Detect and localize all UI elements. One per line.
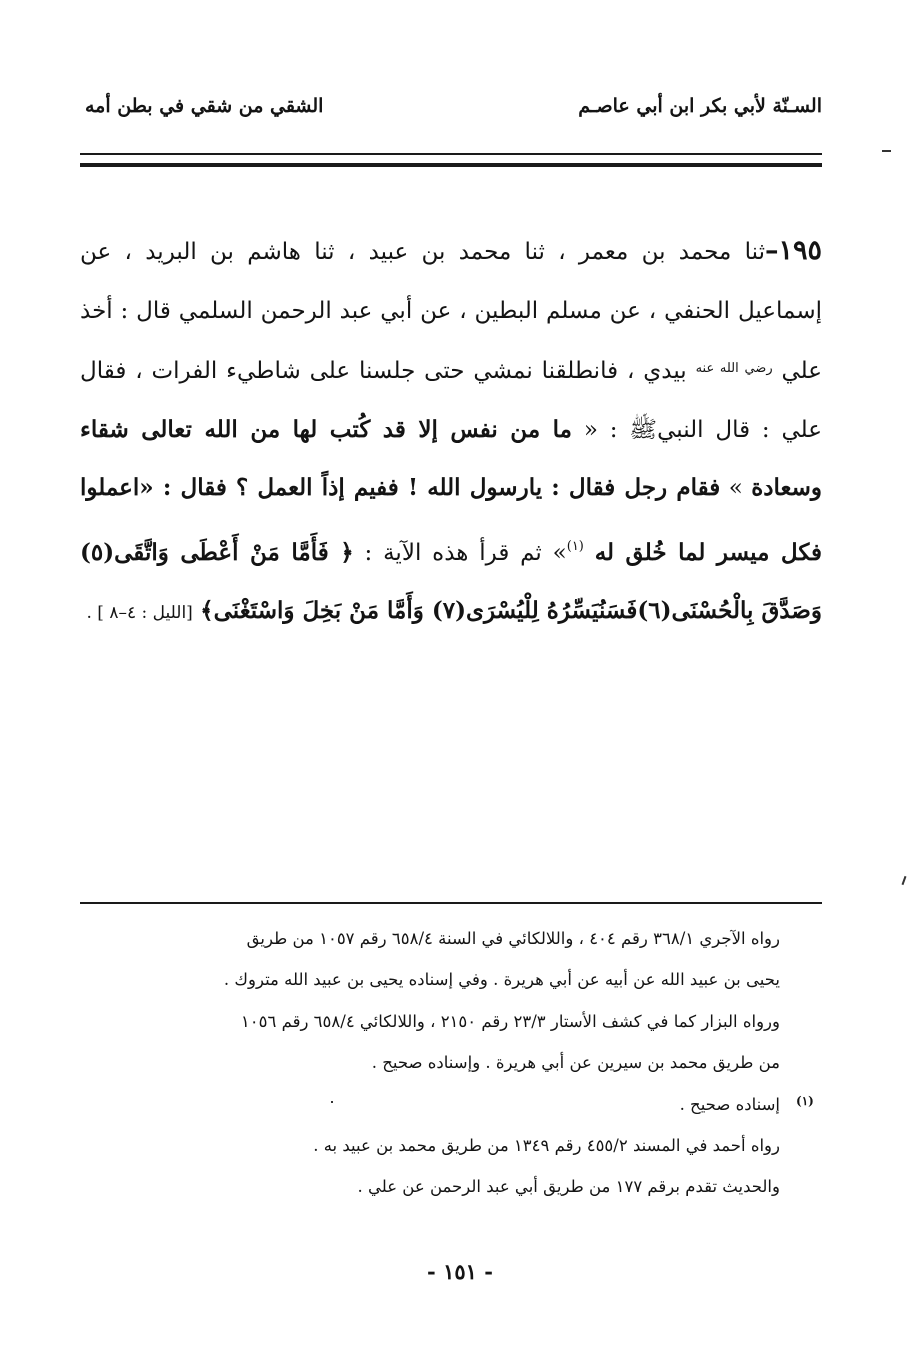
footnote-line: رواه أحمد في المسند ٤٥٥/٢ رقم ١٣٤٩ من طريق محمد بن عبيد به . — [313, 1136, 780, 1156]
hadith-narration-3: » — [728, 475, 743, 501]
footnotes — [80, 918, 780, 1208]
running-header — [85, 86, 822, 126]
hadith-narration-1: بيدي ، فانطلقنا نمشي حتى جلسنا على شاطيء الفرات ، فقال علي : قال النبي — [80, 358, 822, 443]
quran-verse: ﴿ فَأَمَّا مَنْ أَعْطَى وَاتَّقَى(٥) وَصَدَّقَ بِالْحُسْنَى(٦)فَسَنُيَسِّرُهُ لِلْيُسْرَى(٧) وَأَمَّا مَنْ بَخِلَ وَاسْتَغْنَى﴾ — [80, 538, 822, 624]
footnote-rule — [80, 902, 822, 904]
hadith-isnad: ثنا محمد بن معمر ، ثنا محمد بن عبيد ، ثنا هاشم بن البريد ، عن إسماعيل الحنفي ، عن مسلم البطين ، عن أبي عبد الرحمن السلمي قال : أخذ علي — [80, 239, 822, 384]
honorific-ali: رضي الله عنه — [695, 361, 773, 376]
footnote-line: من طريق محمد بن سيرين عن أبي هريرة . وإسناده صحيح . — [371, 1053, 780, 1073]
footnote-reference: (١) — [566, 538, 584, 554]
hadith-narration-4: » ثم قرأ هذه الآية : — [364, 539, 567, 566]
hadith-dash: – — [764, 235, 779, 266]
footnote-line: والحديث تقدم برقم ١٧٧ من طريق أبي عبد الرحمن عن علي . — [357, 1177, 780, 1197]
header-rule-thick — [80, 163, 822, 167]
hadith-text — [80, 222, 822, 643]
footnote-line: يحيى بن عبيد الله عن أبيه عن أبي هريرة . وفي إسناده يحيى بن عبيد الله متروك . — [223, 970, 780, 990]
header-rule-thin — [80, 153, 822, 155]
hadith-matn-1: ما من نفس إلا قد كُتب لها من الله تعالى شقاء وسعادة — [80, 415, 823, 501]
hadith-narration-2: : « — [583, 416, 618, 443]
footnote-line: إسناده صحيح . — [679, 1094, 780, 1114]
book-title: السـنّة لأبي بكر ابن أبي عاصـم — [578, 95, 822, 117]
page-number: - ١٥١ - — [427, 1259, 493, 1284]
verse-reference: [الليل : ٤–٨ ] . — [86, 603, 193, 623]
footnote-marker: (١) — [796, 1094, 814, 1108]
footnote-line: ورواه البزار كما في كشف الأستار ٢٣/٣ رقم ٢١٥٠ ، واللالكائي ٦٥٨/٤ رقم ١٠٥٦ — [240, 1011, 780, 1031]
hadith-matn-2: فقام رجل فقال : يارسول الله ! ففيم إذاً العمل ؟ فقال : «اعملوا فكل ميسر لما خُلق له — [80, 474, 823, 566]
scan-speck — [902, 876, 907, 885]
honorific-prophet: ﷺ — [629, 416, 658, 443]
hadith-number: ١٩٥ — [778, 235, 822, 266]
footnote-line: رواه الآجري ٣٦٨/١ رقم ٤٠٤ ، واللالكائي في السنة ٦٥٨/٤ رقم ١٠٥٧ من طريق — [246, 929, 780, 948]
scan-speck — [882, 150, 891, 152]
scan-speck — [331, 1101, 333, 1103]
chapter-title: الشقي من شقي في بطن أمه — [85, 95, 324, 117]
